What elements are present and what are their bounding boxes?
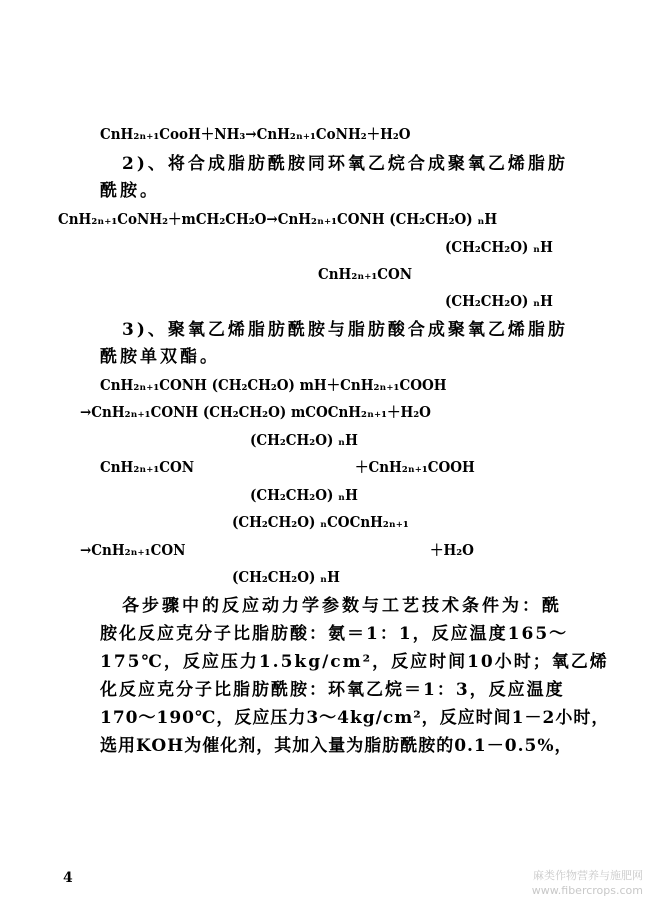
- equation-ethoxylation-branch-top: (CH₂CH₂O) ₙH: [445, 238, 553, 256]
- watermark: [532, 869, 643, 899]
- watermark-title: 麻类作物营养与施肥网: [533, 869, 643, 883]
- equation-ethoxylation-core: CnH₂ₙ₊₁CON: [318, 265, 413, 283]
- equation-esterification-water: ＋H₂O: [430, 541, 474, 559]
- conditions-line-2: 胺化反应克分子比脂肪酸：氨＝1：1，反应温度165～: [100, 624, 569, 644]
- equation-esterification-product: →CnH₂ₙ₊₁CON: [80, 541, 186, 559]
- equation-esterification-branch-1: (CH₂CH₂O) ₙH: [250, 431, 358, 449]
- conditions-line-5: 170～190℃，反应压力3～4kg/cm²，反应时间1－2小时，: [100, 708, 610, 728]
- watermark-url: www.fibercrops.com: [531, 884, 643, 898]
- conditions-line-3: 175℃，反应压力1.5kg/cm²，反应时间10小时；氧乙烯: [100, 652, 609, 672]
- conditions-line-4: 化反应克分子比脂肪酰胺：环氧乙烷＝1：3，反应温度: [100, 680, 565, 700]
- equation-esterification-branch-4: (CH₂CH₂O) ₙH: [232, 568, 340, 586]
- conditions-line-1: 各步骤中的反应动力学参数与工艺技术条件为：酰: [122, 596, 562, 616]
- equation-esterification-line1: CnH₂ₙ₊₁CONH (CH₂CH₂O) mH＋CnH₂ₙ₊₁COOH: [100, 376, 447, 394]
- equation-amidation: CnH₂ₙ₊₁CooH＋NH₃→CnH₂ₙ₊₁CoNH₂＋H₂O: [100, 125, 411, 143]
- equation-ethoxylation-line1: CnH₂ₙ₊₁CoNH₂＋mCH₂CH₂O→CnH₂ₙ₊₁CONH (CH₂CH₂O) ₙH: [58, 210, 498, 228]
- step-3-heading: 3)、聚氧乙烯脂肪酰胺与脂肪酸合成聚氧乙烯脂肪: [122, 320, 568, 340]
- equation-ethoxylation-branch-bottom: (CH₂CH₂O) ₙH: [445, 292, 553, 310]
- equation-esterification-acid: ＋CnH₂ₙ₊₁COOH: [355, 458, 475, 476]
- equation-esterification-line2: →CnH₂ₙ₊₁CONH (CH₂CH₂O) mCOCnH₂ₙ₊₁＋H₂O: [80, 403, 431, 421]
- step-2-heading: 2)、将合成脂肪酰胺同环氧乙烷合成聚氧乙烯脂肪: [122, 154, 568, 174]
- conditions-line-6: 选用KOH为催化剂，其加入量为脂肪酰胺的0.1－0.5%，: [100, 736, 573, 756]
- page-number: 4: [63, 870, 73, 886]
- step-3-heading-cont: 酰胺单双酯。: [100, 347, 220, 367]
- step-2-heading-cont: 酰胺。: [100, 181, 160, 201]
- equation-esterification-branch-2: (CH₂CH₂O) ₙH: [250, 486, 358, 504]
- equation-esterification-core: CnH₂ₙ₊₁CON: [100, 458, 195, 476]
- equation-esterification-branch-3: (CH₂CH₂O) ₙCOCnH₂ₙ₊₁: [232, 513, 409, 531]
